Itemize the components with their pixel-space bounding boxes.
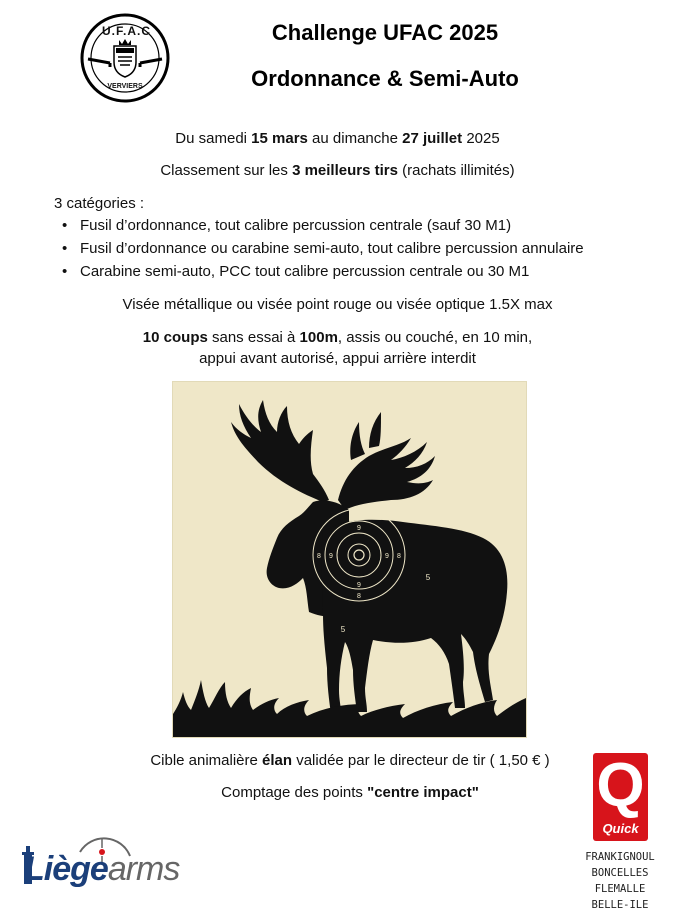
liege-part2: arms <box>107 850 180 888</box>
zone-label: 5 <box>425 573 431 582</box>
caption-suffix: validée par le directeur de tir ( 1,50 € ) <box>292 752 550 769</box>
categories-heading: 3 catégories : <box>54 195 145 212</box>
shots-distance: 100m <box>299 329 338 346</box>
store-list <box>565 849 675 913</box>
counting-rule <box>0 784 675 801</box>
ranking-suffix: (rachats illimités) <box>397 162 515 179</box>
dates-prefix: Du samedi <box>175 130 252 147</box>
sights-rule: Visée métallique ou visée point rouge ou visée optique 1.5X max <box>122 296 553 313</box>
caption-bold: élan <box>262 752 293 769</box>
ranking-bold: 3 meilleurs tirs <box>292 162 398 179</box>
ranking-rule <box>0 162 675 179</box>
counting-prefix: Comptage des points <box>221 784 368 801</box>
dates-middle: au dimanche <box>307 130 403 147</box>
ring-number: 8 <box>397 553 401 560</box>
ring-number: 9 <box>385 553 389 560</box>
ring-number: 9 <box>357 525 361 532</box>
logo-text-bottom: VERVIERS <box>107 83 143 90</box>
store-name: FLEMALLE <box>594 883 646 895</box>
grass <box>173 680 526 737</box>
shots-text1: sans essai à <box>207 329 300 346</box>
store-name: FRANKIGNOUL <box>585 851 655 863</box>
target-caption <box>0 752 675 769</box>
store-name: BELLE-ILE <box>591 899 649 911</box>
ring-number: 8 <box>317 553 321 560</box>
zone-label: 5 <box>276 508 282 517</box>
shots-count: 10 coups <box>142 329 208 346</box>
dates-start: 15 mars <box>251 130 308 147</box>
quick-q-letter: Q <box>596 751 645 820</box>
quick-text: Quick <box>602 821 639 836</box>
shots-text2: , assis ou couché, en 10 min, <box>337 329 533 346</box>
shots-rule <box>0 329 675 346</box>
category-item: • Carabine semi-auto, PCC tout calibre percussion centrale ou 30 M1 <box>54 260 654 283</box>
page-title: Challenge UFAC 2025 <box>271 20 499 45</box>
ring-number: 8 <box>357 513 361 520</box>
counting-bold: "centre impact" <box>367 784 479 801</box>
event-dates <box>0 130 675 147</box>
quick-logo <box>593 753 648 841</box>
moose-body <box>321 520 507 714</box>
page-subtitle: Ordonnance & Semi-Auto <box>251 66 519 91</box>
logo-text-top: U.F.A.C <box>102 24 151 38</box>
caption-prefix: Cible animalière <box>150 752 263 769</box>
dates-suffix: 2025 <box>462 130 500 147</box>
moose-target <box>172 381 527 738</box>
categories-list <box>54 214 654 283</box>
ufac-logo <box>80 13 170 103</box>
dates-end: 27 juillet <box>402 130 463 147</box>
ring-number: 9 <box>329 553 333 560</box>
liege-arms-logo <box>10 830 180 890</box>
store-name: BONCELLES <box>591 867 649 879</box>
antler-left <box>231 400 329 502</box>
ring-number: 8 <box>357 593 361 600</box>
ranking-prefix: Classement sur les <box>160 162 293 179</box>
zone-label: 5 <box>340 625 346 634</box>
liege-part1: Liège <box>24 850 108 888</box>
category-item: • Fusil d’ordonnance, tout calibre percussion centrale (sauf 30 M1) <box>54 214 654 237</box>
support-rule: appui avant autorisé, appui arrière interdit <box>199 350 476 367</box>
category-item: • Fusil d’ordonnance ou carabine semi-auto, tout calibre percussion annulaire <box>54 237 654 260</box>
ring-number: 9 <box>357 582 361 589</box>
